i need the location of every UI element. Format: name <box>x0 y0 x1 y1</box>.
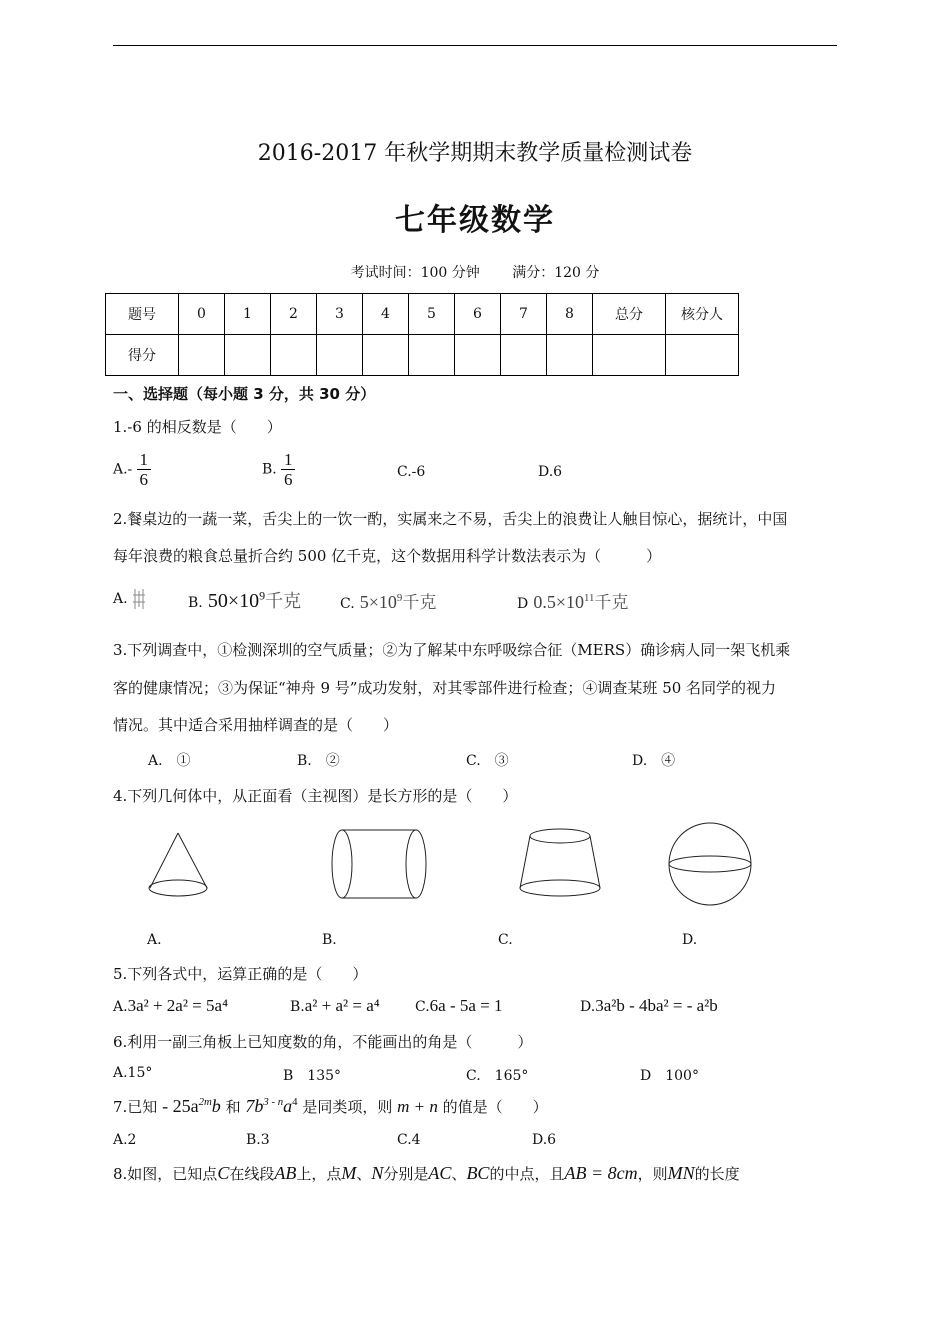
q1-b-prefix: B. <box>262 461 277 478</box>
full-score: 满分：120 分 <box>512 265 600 281</box>
q6-option-a: A.15° <box>113 1065 153 1081</box>
q8-segment-bc: BC <box>466 1163 490 1183</box>
q2-option-a <box>113 588 146 610</box>
q8-text: 在线段 <box>229 1165 275 1183</box>
q2-b-base: 50×10 <box>207 590 260 612</box>
q6-option-c: C. 165° <box>466 1068 529 1084</box>
score-input-cell <box>271 335 317 376</box>
q8-text: 8.如图，已知点 <box>113 1165 218 1183</box>
q4-label-c: C. <box>498 932 513 948</box>
q7-option-b: B.3 <box>246 1132 270 1148</box>
q5-c-label: C. <box>415 999 430 1015</box>
q3-option-a: A. ① <box>148 753 191 769</box>
subject-title: 七年级数学 <box>395 203 555 238</box>
question-5-stem: 5.下列各式中，运算正确的是（ ） <box>113 965 368 983</box>
q1-a-prefix: A.- <box>113 461 133 478</box>
q6-option-d: D 100° <box>640 1068 699 1084</box>
q5-option-d <box>580 996 718 1016</box>
q2-c-base: 5×10 <box>359 592 397 612</box>
q7-expr2b: a <box>283 1096 293 1116</box>
q5-d-expr: 3a²b - 4ba² = - a²b <box>595 996 718 1015</box>
q2-d-label: D <box>517 596 529 612</box>
q7-expr2: 7b <box>245 1096 264 1116</box>
question-6-stem: 6.利用一副三角板上已知度数的角，不能画出的角是（ ） <box>113 1033 533 1051</box>
cylinder-figure <box>325 825 435 905</box>
exam-time: 考试时间：100 分钟 <box>350 265 480 281</box>
question-3-line3: 情况。其中适合采用抽样调查的是（ ） <box>113 716 399 734</box>
q5-a-label: A. <box>113 999 128 1015</box>
q7-mid: 和 <box>225 1098 241 1116</box>
score-cell: 7 <box>501 294 547 335</box>
score-cell: 得分 <box>106 335 179 376</box>
q8-segment-ab: AB <box>274 1163 297 1183</box>
q8-text: 、 <box>451 1165 467 1183</box>
q5-a-expr: 3a² + 2a² = 5a⁴ <box>127 996 228 1015</box>
q7-mn: m + n <box>397 1097 438 1116</box>
q2-option-b <box>188 587 301 613</box>
q7-expr1: - 25a <box>162 1096 199 1116</box>
q7-exp2b: 4 <box>292 1096 298 1108</box>
q8-text: 上，点 <box>296 1165 342 1183</box>
score-cell: 题号 <box>106 294 179 335</box>
score-input-cell <box>501 335 547 376</box>
q8-text: 分别是 <box>383 1165 429 1183</box>
q6-option-b: B 135° <box>283 1068 342 1084</box>
q8-text: 、 <box>356 1165 372 1183</box>
q2-b-label: B. <box>188 595 203 611</box>
score-cell: 总分 <box>593 294 666 335</box>
exam-info <box>0 262 950 282</box>
score-cell: 3 <box>317 294 363 335</box>
q1-b-fraction <box>281 450 295 489</box>
q2-b-exp: 9 <box>259 588 266 603</box>
q2-c-exp: 9 <box>396 592 403 604</box>
q8-point-c: C <box>217 1163 230 1183</box>
question-1-stem: 1.-6 的相反数是（ ） <box>113 418 282 436</box>
q2-d-unit: 千克 <box>594 593 629 613</box>
q7-prefix: 7.已知 <box>113 1098 158 1116</box>
q7-exp2: 3 - n <box>263 1096 284 1108</box>
q5-d-label: D. <box>580 999 596 1015</box>
question-8-stem <box>113 1163 837 1184</box>
q8-text: ，则 <box>637 1165 668 1183</box>
score-cell: 4 <box>363 294 409 335</box>
score-input-cell <box>363 335 409 376</box>
score-cell: 5 <box>409 294 455 335</box>
score-input-cell <box>455 335 501 376</box>
q8-segment-mn: MN <box>667 1163 695 1183</box>
q4-label-d: D. <box>682 932 698 948</box>
q8-point-n: N <box>371 1163 384 1183</box>
q3-option-d: D. ④ <box>632 753 676 769</box>
q2-c-expr <box>360 592 437 612</box>
q2-c-label: C. <box>340 596 355 612</box>
q7-term2 <box>245 1096 297 1116</box>
question-3-line1: 3.下列调查中，①检测深圳的空气质量；②为了解某中东呼吸综合征（MERS）确诊病人同一架飞机乘 <box>113 641 791 659</box>
score-cell: 8 <box>547 294 593 335</box>
section-title: 一、选择题（每小题 3 分，共 30 分） <box>113 385 376 403</box>
q1-option-a <box>113 450 151 489</box>
score-input-cell <box>317 335 363 376</box>
q1-option-b <box>262 450 295 489</box>
q8-equation: AB = 8cm <box>564 1163 638 1183</box>
q4-label-b: B. <box>322 932 337 948</box>
exam-title: 2016-2017 年秋学期期末教学质量检测试卷 <box>257 141 693 166</box>
q5-option-a <box>113 996 228 1016</box>
q7-option-c: C.4 <box>397 1132 421 1148</box>
q1-b-den: 6 <box>283 470 293 489</box>
q8-text: 的长度 <box>694 1165 740 1183</box>
q2-d-expr <box>533 592 628 612</box>
q7-exp1: 2m <box>198 1096 212 1108</box>
score-input-cell <box>593 335 666 376</box>
q2-d-base: 0.5×10 <box>533 592 584 612</box>
score-table <box>105 293 739 376</box>
header-rule <box>113 45 837 46</box>
question-2-line2: 每年浪费的粮食总量折合约 500 亿千克，这个数据用科学计数法表示为（ ） <box>113 547 662 565</box>
q2-b-expr <box>208 590 301 612</box>
q7-suffix: 的值是（ ） <box>442 1098 548 1116</box>
score-table-score-row <box>106 335 739 376</box>
score-cell: 核分人 <box>666 294 739 335</box>
score-input-cell <box>547 335 593 376</box>
q1-option-c: C.-6 <box>397 464 426 480</box>
q2-a-label: A. <box>113 591 128 607</box>
q7-option-d: D.6 <box>532 1132 557 1148</box>
score-input-cell <box>179 335 225 376</box>
q3-option-c: C. ③ <box>466 753 509 769</box>
q3-option-b: B. ② <box>297 753 340 769</box>
question-3-line2: 客的健康情况；③为保证“神舟 9 号”成功发射，对其零部件进行检查；④调查某班 50 名同学的视力 <box>113 679 777 697</box>
score-input-cell <box>666 335 739 376</box>
score-input-cell <box>225 335 271 376</box>
q1-b-num: 1 <box>283 450 293 469</box>
score-cell: 2 <box>271 294 317 335</box>
q2-option-d <box>517 588 628 613</box>
q7-option-a: A.2 <box>113 1132 137 1148</box>
question-7-stem <box>113 1096 548 1117</box>
q5-c-expr: 6a - 5a = 1 <box>429 996 503 1015</box>
score-cell: 0 <box>179 294 225 335</box>
q5-option-c <box>415 996 503 1016</box>
score-cell: 1 <box>225 294 271 335</box>
sphere-figure <box>665 820 765 910</box>
broken-image-icon <box>132 588 146 610</box>
q7-term1 <box>162 1096 221 1116</box>
q7-mid2: 是同类项，则 <box>302 1098 393 1116</box>
q2-option-c <box>340 588 436 613</box>
question-2-line1: 2.餐桌边的一蔬一菜，舌尖上的一饮一酌，实属来之不易，舌尖上的浪费让人触目惊心，据统计，中国 <box>113 510 788 528</box>
q2-d-exp: 11 <box>583 592 595 604</box>
cone-figure <box>140 825 220 905</box>
q4-label-a: A. <box>147 932 162 948</box>
question-4-stem: 4.下列几何体中，从正面看（主视图）是长方形的是（ ） <box>113 787 518 805</box>
q5-b-label: B. <box>290 999 305 1015</box>
q8-text: 的中点，且 <box>489 1165 565 1183</box>
q5-b-expr: a² + a² = a⁴ <box>304 996 380 1015</box>
q1-option-d: D.6 <box>538 464 563 480</box>
q1-a-den: 6 <box>139 470 148 489</box>
score-cell: 6 <box>455 294 501 335</box>
q1-a-fraction <box>137 450 151 489</box>
q2-c-unit: 千克 <box>402 593 437 613</box>
q8-point-m: M <box>341 1163 357 1183</box>
q5-option-b <box>290 996 380 1016</box>
score-table-header-row <box>106 294 739 335</box>
q1-a-num: 1 <box>139 450 148 469</box>
q8-segment-ac: AC <box>428 1163 452 1183</box>
q7-expr1b: b <box>211 1096 221 1116</box>
q2-b-unit: 千克 <box>265 591 302 612</box>
frustum-figure <box>510 825 610 905</box>
score-input-cell <box>409 335 455 376</box>
